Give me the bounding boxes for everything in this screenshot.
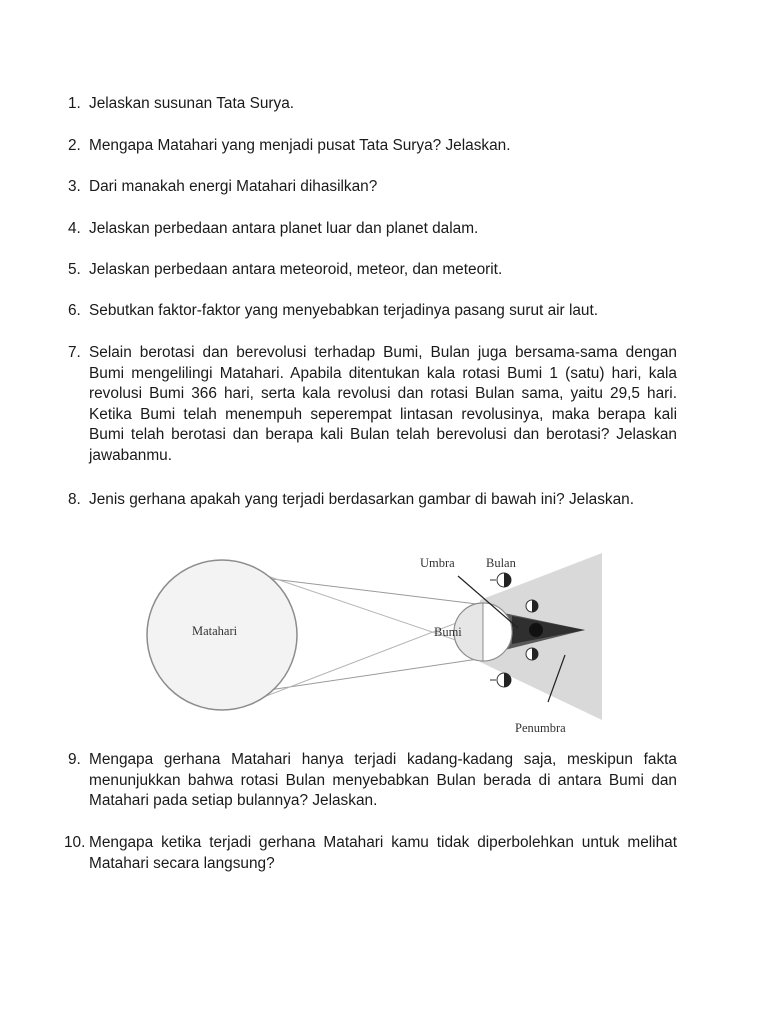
question-text: Jelaskan perbedaan antara meteoroid, meteor, dan meteorit. <box>89 261 503 278</box>
question-text: Mengapa Matahari yang menjadi pusat Tata Surya? Jelaskan. <box>89 137 511 154</box>
question-4 <box>68 219 677 240</box>
question-7 <box>68 343 677 466</box>
moon-label: Bulan <box>486 556 516 570</box>
question-10 <box>64 833 677 874</box>
question-text: Jelaskan perbedaan antara planet luar dan planet dalam. <box>89 220 479 237</box>
question-number: 6. <box>68 302 81 319</box>
question-number: 10. <box>64 834 86 851</box>
earth-label: Bumi <box>434 625 462 639</box>
sun-label: Matahari <box>192 624 238 638</box>
question-number: 5. <box>68 261 81 278</box>
question-9 <box>68 750 677 812</box>
question-number: 3. <box>68 178 81 195</box>
question-6 <box>68 301 677 322</box>
penumbra-label: Penumbra <box>515 721 566 735</box>
question-2 <box>68 136 677 157</box>
moon-phase-icon <box>497 573 511 587</box>
question-number: 9. <box>68 751 81 768</box>
question-number: 7. <box>68 344 81 361</box>
solar-eclipse-diagram <box>140 550 610 740</box>
question-5 <box>68 260 677 281</box>
question-text: Dari manakah energi Matahari dihasilkan? <box>89 178 378 195</box>
question-number: 4. <box>68 220 81 237</box>
moon-phase-icon <box>526 600 538 612</box>
question-text: Mengapa gerhana Matahari hanya terjadi kadang-kadang saja, meskipun fakta menunjukkan bahwa rotasi Bulan menyebabkan Bulan berada di antara Bumi dan Matahari pada setiap bulannya? Jelaskan. <box>89 751 677 809</box>
question-text: Jelaskan susunan Tata Surya. <box>89 95 295 112</box>
question-text: Jenis gerhana apakah yang terjadi berdasarkan gambar di bawah ini? Jelaskan. <box>89 491 635 508</box>
moon-phase-icon <box>526 648 538 660</box>
question-text: Mengapa ketika terjadi gerhana Matahari kamu tidak diperbolehkan untuk melihat Matahari secara langsung? <box>89 834 677 872</box>
question-number: 8. <box>68 491 81 508</box>
moon-phase-icon <box>497 673 511 687</box>
moon-eclipsed <box>529 623 543 637</box>
question-text: Selain berotasi dan berevolusi terhadap Bumi, Bulan juga bersama-sama dengan Bumi mengelilingi Matahari. Apabila ditentukan kala rotasi Bumi 1 (satu) hari, kala revolusi Bumi 366 hari, serta kala revolusi dan rotasi Bulan sama, yaitu 29,5 hari. Ketika Bumi telah menempuh seperempat lintasan revolusinya, maka berapa kali Bumi telah berotasi dan berapa kali Bulan telah berevolusi dan berotasi? Jelaskan jawabanmu. <box>89 344 677 464</box>
question-1 <box>68 94 677 115</box>
question-text: Sebutkan faktor-faktor yang menyebabkan terjadinya pasang surut air laut. <box>89 302 599 319</box>
question-3 <box>68 177 677 198</box>
question-8 <box>68 490 677 511</box>
question-number: 2. <box>68 137 81 154</box>
question-number: 1. <box>68 95 81 112</box>
umbra-label: Umbra <box>420 556 455 570</box>
